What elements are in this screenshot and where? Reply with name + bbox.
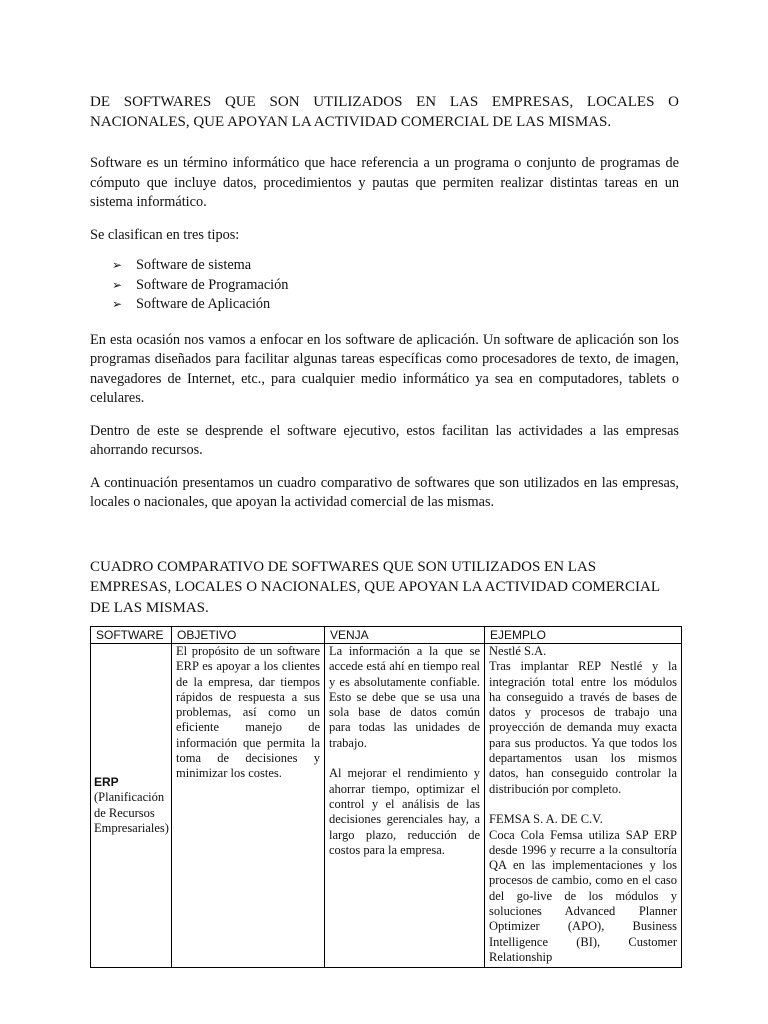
- header-venja: VENJA: [325, 627, 485, 644]
- paragraph-software-definition: Software es un término informático que hace referencia a un programa o conjunto de programas de cómputo que incluye datos, procedimientos y pautas que permiten realizar distintas tareas en un sistema informático.: [90, 155, 679, 210]
- comparison-table: [90, 626, 682, 968]
- paragraph-executive-software: Dentro de este se desprende el software ejecutivo, estos facilitan las actividades a las empresas ahorrando recursos.: [90, 422, 679, 458]
- arrow-bullet-icon: ➢: [112, 258, 123, 272]
- ejemplo-text-2: Coca Cola Femsa utiliza SAP ERP desde 1996 y recurre a la consultoría QA en las implementaciones y los procesos de cambio, como en el caso del go-live de los módulos y soluciones Advanced Planner Optimizer (APO), Business Intelligence (BI), Customer Relationship: [489, 827, 677, 964]
- cell-ejemplo: [485, 644, 682, 968]
- ejemplo-company-1: Nestlé S.A.: [489, 644, 547, 658]
- list-item: [90, 256, 679, 276]
- list-item-label: Software de sistema: [136, 257, 252, 273]
- cell-venja: [325, 644, 485, 968]
- document-heading: DE SOFTWARES QUE SON UTILIZADOS EN LAS EMPRESAS, LOCALES O NACIONALES, QUE APOYAN LA ACTIVIDAD COMERCIAL DE LAS MISMAS.: [90, 94, 679, 130]
- header-ejemplo: EJEMPLO: [485, 627, 682, 644]
- software-description: (Planificación de Recursos Empresariales): [94, 790, 169, 835]
- ejemplo-text-1: Tras implantar REP Nestlé y la integración total entre los módulos ha conseguido a través de bases de datos y procesos de trabajo una proyección de demanda muy exacta para sus productos. Ya que todos los departamentos usan los mismos datos, han conseguido controlar la distribución por completo.: [489, 659, 677, 796]
- list-item-label: Software de Aplicación: [136, 296, 271, 312]
- paragraph-classification-intro: Se clasifican en tres tipos:: [90, 226, 240, 243]
- arrow-bullet-icon: ➢: [112, 297, 123, 311]
- software-name: ERP: [94, 775, 119, 790]
- ventaja-text-2: Al mejorar el rendimiento y ahorrar tiempo, optimizar el control y el análisis de las decisiones gerenciales hay, a largo plazo, reducción de costos para la empresa.: [329, 766, 480, 857]
- header-objetivo: OBJETIVO: [172, 627, 325, 644]
- objetivo-text: El propósito de un software ERP es apoyar a los clientes de la empresa, dar tiempos rápidos de respuesta a sus problemas, así como un eficiente manejo de información que permita la toma de decisiones y minimizar los costes.: [176, 644, 320, 781]
- list-item: [90, 276, 679, 296]
- paragraph-application-software: En esta ocasión nos vamos a enfocar en los software de aplicación. Un software de aplicación son los programas diseñados para facilitar algunas tareas específicas como procesadores de texto, de imagen, navegadores de Internet, etc., para cualquier medio informático ya sea en computadores, tablets o celulares.: [90, 331, 679, 406]
- header-software: SOFTWARE: [91, 627, 172, 644]
- software-types-list: [90, 256, 679, 315]
- document-body: [90, 92, 679, 968]
- table-header-row: [91, 627, 682, 644]
- paragraph-table-intro: A continuación presentamos un cuadro comparativo de softwares que son utilizados en las empresas, locales o nacionales, que apoyan la actividad comercial de las mismas.: [90, 474, 679, 510]
- arrow-bullet-icon: ➢: [112, 277, 123, 292]
- list-item-label: Software de Programación: [136, 276, 289, 293]
- ventaja-text-1: La información a la que se accede está ahí en tiempo real y es absolutamente confiable. Esto se debe que se usa una sola base de datos común para todas las unidades de trabajo.: [329, 644, 480, 750]
- list-item: [90, 295, 679, 315]
- table-title: CUADRO COMPARATIVO DE SOFTWARES QUE SON UTILIZADOS EN LAS EMPRESAS, LOCALES O NACIONALES, QUE APOYAN LA ACTIVIDAD COMERCIAL DE LAS MISMAS.: [90, 558, 660, 616]
- cell-software: [91, 644, 172, 968]
- ejemplo-company-2: FEMSA S. A. DE C.V.: [489, 812, 603, 827]
- table-row: [91, 644, 682, 968]
- cell-objetivo: [172, 644, 325, 968]
